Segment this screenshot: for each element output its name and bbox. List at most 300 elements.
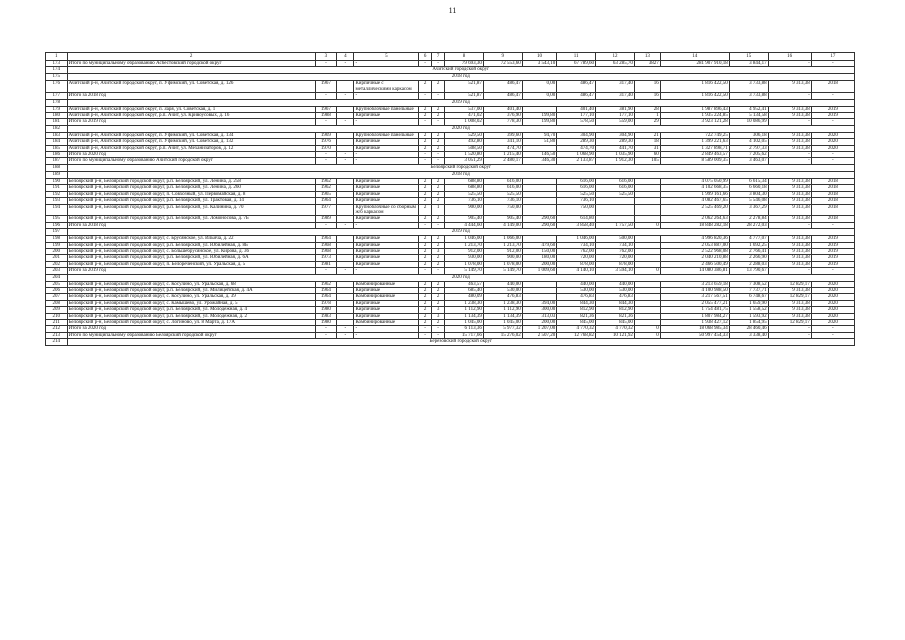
section-row — [46, 125, 855, 132]
table-cell: 2 — [432, 191, 445, 197]
table-cell: 2 — [419, 248, 432, 254]
table-cell: 6 615,34 — [729, 178, 768, 184]
table-cell: 9 313,38 — [768, 81, 811, 93]
row-number: 182 — [46, 125, 68, 132]
header-cell: 2 — [67, 53, 315, 61]
table-cell — [337, 204, 354, 216]
row-number: 179 — [46, 106, 68, 112]
table-cell: 1970 — [315, 145, 337, 151]
table-cell: 6 113,36 — [445, 326, 484, 332]
table-cell: - — [315, 119, 337, 125]
table-cell: 12 829,17 — [768, 281, 811, 287]
table-cell: 722 749,25 — [660, 132, 729, 138]
table-cell: - — [432, 93, 445, 99]
row-number: 177 — [46, 93, 68, 99]
table-cell: 720,00 — [596, 255, 635, 261]
table-cell: Кирпичные — [354, 178, 419, 184]
table-cell: 3827 — [634, 61, 660, 67]
table-cell: - — [768, 222, 811, 228]
table-cell: 376,90 — [483, 113, 522, 119]
address-cell: Белоярский р-н, Белоярский городской округ, р.п. Белоярский, ул. Ленина, д. 258 — [67, 178, 315, 184]
header-cell: 3 — [315, 53, 337, 61]
address-cell: Белоярский р-н, Белоярский городской округ, р.п. Белоярский, ул. Трактовая, д. 14 — [67, 198, 315, 204]
section-title: 2019 год — [67, 99, 854, 106]
section-row — [46, 99, 855, 106]
table-cell: 578,50 — [557, 119, 596, 125]
address-cell: Белоярский р-н, Белоярский городской округ, р.п. Белоярский, ул. Милицейская, д. 4А — [67, 287, 315, 293]
table-cell: 845,00 — [557, 320, 596, 326]
table-cell: 2020 — [811, 300, 854, 306]
table-cell: 2 — [432, 185, 445, 191]
table-cell: 300,00 — [522, 307, 557, 313]
table-cell: 3 923 121,28 — [660, 119, 729, 125]
register-table — [45, 52, 855, 346]
table-cell: 1962 — [315, 185, 337, 191]
table-cell: 2020 — [811, 139, 854, 145]
table-cell: 3 — [432, 248, 445, 254]
table-cell: 440,00 — [483, 281, 522, 287]
header-cell: 16 — [768, 53, 811, 61]
table-cell: 2 — [419, 113, 432, 119]
table-cell: 720,00 — [557, 255, 596, 261]
table-cell: 2 053 887,00 — [660, 242, 729, 248]
row-number: 204 — [46, 274, 68, 281]
table-cell: 9 313,38 — [768, 287, 811, 293]
address-cell: Белоярский р-н, Белоярский городской округ, п. Белореченский, ул. Уральская, д. 5 — [67, 261, 315, 267]
table-cell: 394,00 — [522, 300, 557, 306]
table-cell: 1 066,00 — [483, 236, 522, 242]
table-cell: 3 858,40 — [557, 222, 596, 228]
header-cell: 9 — [483, 53, 522, 61]
table-cell: 2019 — [811, 106, 854, 112]
table-cell: 399,60 — [483, 132, 522, 138]
table-cell: 1 046,00 — [557, 236, 596, 242]
table-cell: 6 660,18 — [729, 185, 768, 191]
table-cell: 401,40 — [557, 106, 596, 112]
table-cell: Кирпичные — [354, 255, 419, 261]
table-cell: - — [315, 332, 337, 338]
address-cell: Итого по муниципальному образованию Ачитский городской округ — [67, 158, 315, 164]
row-number: 175 — [46, 74, 68, 81]
table-cell: 844,30 — [596, 300, 635, 306]
table-cell: 3 844,17 — [729, 61, 768, 67]
table-cell: 441,70 — [596, 145, 635, 151]
table-cell: 4 952,41 — [729, 106, 768, 112]
table-cell: 1964 — [315, 294, 337, 300]
table-cell: 2020 — [811, 287, 854, 293]
table-cell: - — [811, 268, 854, 274]
row-number: 188 — [46, 164, 68, 171]
table-cell: 1964 — [315, 236, 337, 242]
table-cell: 13 790,67 — [729, 268, 768, 274]
table-cell: 304,90 — [596, 132, 635, 138]
section-row — [46, 171, 855, 178]
table-cell: Комбинированные — [354, 294, 419, 300]
address-cell: Ачитский р-н, Ачитский городской округ, п. Заря, ул. Советская, д. 1 — [67, 106, 315, 112]
table-cell: 28 — [634, 106, 660, 112]
table-cell: - — [337, 93, 354, 99]
table-cell: 9 313,38 — [768, 261, 811, 267]
table-cell: 3 594,10 — [596, 268, 635, 274]
table-cell: 812,90 — [596, 307, 635, 313]
address-cell: Итого за 2018 год — [67, 222, 315, 228]
table-cell: - — [768, 332, 811, 338]
table-cell: 1 558,52 — [729, 307, 768, 313]
table-cell: 317,40 — [596, 93, 635, 99]
table-cell: 306,18 — [729, 132, 768, 138]
row-number: 173 — [46, 61, 68, 67]
section-title: 2019 год — [67, 229, 854, 236]
table-cell: 9 313,38 — [768, 242, 811, 248]
table-cell: 9 313,38 — [768, 198, 811, 204]
table-cell: 9 313,38 — [768, 307, 811, 313]
table-cell: 750,00 — [557, 204, 596, 216]
table-cell: 480,09 — [445, 294, 484, 300]
table-cell: 2 849 463,57 — [660, 152, 729, 158]
table-cell: 2018 — [811, 81, 854, 93]
table-cell: 2 — [419, 191, 432, 197]
table-cell: 9 313,38 — [768, 255, 811, 261]
table-cell: 479,60 — [522, 242, 557, 248]
header-cell: 12 — [596, 53, 635, 61]
table-cell: 9 313,38 — [768, 300, 811, 306]
table-cell: - — [354, 93, 419, 99]
table-cell: 2020 — [811, 307, 854, 313]
table-cell: 762,00 — [557, 248, 596, 254]
table-cell: 2 — [419, 307, 432, 313]
table-cell: 7 308,52 — [729, 281, 768, 287]
row-number: 187 — [46, 158, 68, 164]
table-cell: - — [419, 93, 432, 99]
table-cell: 1 213,70 — [483, 242, 522, 248]
table-cell: - — [337, 158, 354, 164]
table-cell: 2 288,03 — [729, 261, 768, 267]
table-cell: 21 — [634, 132, 660, 138]
row-number: 194 — [46, 204, 68, 216]
table-cell: 29 — [634, 119, 660, 125]
table-cell: 1 399 221,63 — [660, 139, 729, 145]
table-cell: 1967 — [315, 106, 337, 112]
table-cell: 2 266,90 — [729, 255, 768, 261]
table-cell: - — [811, 326, 854, 332]
table-cell: 304,90 — [557, 132, 596, 138]
table-cell: 1983 — [315, 313, 337, 319]
table-cell: 289,30 — [557, 139, 596, 145]
table-cell: Кирпичные — [354, 287, 419, 293]
row-number: 181 — [46, 119, 68, 125]
table-cell: 60 — [634, 152, 660, 158]
table-cell: 94,70 — [522, 132, 557, 138]
table-cell: 2 — [432, 261, 445, 267]
table-cell: 150,00 — [522, 248, 557, 254]
table-cell: 1980 — [315, 307, 337, 313]
table-cell: 2019 — [811, 236, 854, 242]
address-cell: Белоярский р-н, Белоярский городской округ, р.п. Белоярский, ул. Калинина, д. 70 — [67, 204, 315, 216]
table-cell: 8 589 009,35 — [660, 158, 729, 164]
row-number: 200 — [46, 248, 68, 254]
table-cell: 1 — [432, 204, 445, 216]
table-cell: 2 — [419, 281, 432, 287]
table-cell: 844,30 — [557, 300, 596, 306]
table-cell: - — [768, 93, 811, 99]
table-cell: 1 938 427,12 — [660, 320, 729, 326]
table-cell: - — [432, 268, 445, 274]
table-cell: 1 035,90 — [596, 152, 635, 158]
row-number: 209 — [46, 307, 68, 313]
table-cell: - — [354, 332, 419, 338]
table-cell: 200,00 — [522, 261, 557, 267]
table-cell: 2 — [419, 287, 432, 293]
table-cell: - — [768, 268, 811, 274]
table-cell: 9 313,38 — [768, 113, 811, 119]
row-number: 197 — [46, 229, 68, 236]
table-cell: 4 102,05 — [729, 139, 768, 145]
table-cell: 2 — [432, 320, 445, 326]
row-number: 213 — [46, 332, 68, 338]
table-cell: 0 — [634, 332, 660, 338]
table-cell: - — [432, 158, 445, 164]
table-cell: 0 — [634, 326, 660, 332]
table-cell: 2018 — [811, 191, 854, 197]
table-cell: 1964 — [315, 287, 337, 293]
table-cell: 146,50 — [522, 152, 557, 158]
section-title: Белоярский городской округ — [67, 164, 854, 171]
table-cell: 912,00 — [445, 248, 484, 254]
table-cell: - — [315, 158, 337, 164]
table-cell: 476,83 — [557, 294, 596, 300]
row-number: 210 — [46, 313, 68, 319]
table-cell: 1968 — [315, 248, 337, 254]
table-cell: - — [432, 222, 445, 228]
table-cell: - — [768, 326, 811, 332]
table-cell: - — [432, 152, 445, 158]
table-cell: 2 480,17 — [483, 158, 522, 164]
section-row — [46, 339, 855, 346]
table-cell: 2 — [419, 198, 432, 204]
table-cell: - — [337, 61, 354, 67]
table-cell: 3 543,10 — [522, 61, 557, 67]
table-cell: 529,50 — [445, 132, 484, 138]
header-cell: 14 — [660, 53, 729, 61]
header-cell: 11 — [557, 53, 596, 61]
table-cell: - — [337, 152, 354, 158]
table-cell: 2 — [432, 113, 445, 119]
table-cell: 508,50 — [445, 145, 484, 151]
table-cell: 1 112,90 — [483, 307, 522, 313]
table-cell: - — [419, 61, 432, 67]
header-cell: 5 — [354, 53, 419, 61]
table-cell: Кирпичные с металлическими каркасом — [354, 81, 419, 93]
table-cell: 1 045,00 — [483, 320, 522, 326]
table-cell: 14 080 386,81 — [660, 268, 729, 274]
table-cell: - — [354, 119, 419, 125]
row-number: 185 — [46, 145, 68, 151]
table-cell: 616,00 — [483, 185, 522, 191]
address-cell: Белоярский р-н, Белоярский городской округ, с. Большебрусянское, ул. Кирова, д. 36 — [67, 248, 315, 254]
table-cell: - — [354, 61, 419, 67]
table-cell: 1989 — [315, 216, 337, 222]
table-cell: 9 313,38 — [768, 139, 811, 145]
table-cell: Кирпичные — [354, 248, 419, 254]
table-cell: 2020 — [811, 145, 854, 151]
section-title: 2020 год — [67, 125, 854, 132]
table-cell: 2 — [432, 81, 445, 93]
table-cell: Комбинированные — [354, 281, 419, 287]
table-cell: - — [811, 152, 854, 158]
table-cell: Кирпичные — [354, 139, 419, 145]
row-number: 174 — [46, 67, 68, 74]
table-cell: 1 754 481,75 — [660, 307, 729, 313]
table-cell: 2 — [432, 255, 445, 261]
table-cell: Кирпичные — [354, 236, 419, 242]
table-cell: 2 — [419, 139, 432, 145]
table-cell: 63 285,70 — [596, 61, 635, 67]
table-cell: 492,80 — [445, 139, 484, 145]
row-number: 189 — [46, 171, 68, 178]
section-title: 2020 год — [67, 274, 854, 281]
address-cell: Ачитский р-н, Ачитский городской округ, р.п. Ачит, ул. Механизаторов, д. 12 — [67, 145, 315, 151]
table-cell: 930,00 — [445, 255, 484, 261]
table-cell: 1 238,30 — [445, 300, 484, 306]
address-cell: Белоярский р-н, Белоярский городской округ, р.п. Белоярский, ул. Ломоносова, д. 7Б — [67, 216, 315, 222]
table-cell: 614,80 — [557, 216, 596, 222]
table-cell: 1 935 224,85 — [660, 113, 729, 119]
table-cell: 4 770,32 — [596, 326, 635, 332]
table-cell: 3 338,40 — [729, 332, 768, 338]
header-cell: 4 — [337, 53, 354, 61]
section-row — [46, 274, 855, 281]
table-cell: 486,47 — [557, 93, 596, 99]
table-cell: 2019 — [811, 113, 854, 119]
table-cell: 900,00 — [483, 255, 522, 261]
table-cell: 1 112,90 — [445, 307, 484, 313]
address-cell: Ачитский р-н, Ачитский городской округ, п. Уфимский, ул. Советская, д. 126 — [67, 81, 315, 93]
table-cell: 67 789,60 — [557, 61, 596, 67]
table-cell: 1980 — [315, 320, 337, 326]
table-cell: 4 082 467,65 — [660, 198, 729, 204]
table-cell: 9 313,38 — [768, 313, 811, 319]
table-cell: 6 748,67 — [729, 294, 768, 300]
table-cell: Кирпичные — [354, 191, 419, 197]
table-cell: 2 — [432, 145, 445, 151]
table-cell: 530,00 — [483, 287, 522, 293]
address-cell: Белоярский р-н, Белоярский городской округ, р.п. Белоярский, ул. Юбилейная, д. 6А — [67, 255, 315, 261]
table-row — [46, 204, 855, 216]
table-cell: 2018 — [811, 216, 854, 222]
table-cell: 3 213 659,18 — [660, 281, 729, 287]
table-cell: Крупноблочные панельные — [354, 106, 419, 112]
table-cell: 734,10 — [557, 242, 596, 248]
header-cell: 6 — [419, 53, 432, 61]
table-cell: 3 463,07 — [729, 158, 768, 164]
table-cell: 878,00 — [596, 261, 635, 267]
header-cell: 1 — [46, 53, 68, 61]
table-cell: 3 804,30 — [729, 191, 768, 197]
address-cell: Белоярский р-н, Белоярский городской округ, с. Логиново, ул. 8 Марта, д. 17А — [67, 320, 315, 326]
table-cell: - — [315, 326, 337, 332]
table-cell: 2020 — [811, 313, 854, 319]
table-cell: 616,00 — [596, 178, 635, 184]
table-cell: 1962 — [315, 178, 337, 184]
table-cell: 530,00 — [596, 287, 635, 293]
table-cell: 1965 — [315, 191, 337, 197]
table-cell: 0 — [634, 268, 660, 274]
table-cell: 0,00 — [522, 81, 557, 93]
table-cell: 9 313,38 — [768, 191, 811, 197]
table-cell: 2 — [419, 132, 432, 138]
table-cell: 28 460,46 — [729, 326, 768, 332]
table-cell: 1 327 898,71 — [660, 145, 729, 151]
table-cell: 521,87 — [445, 93, 484, 99]
table-cell: 486,47 — [557, 81, 596, 93]
table-cell: 616,00 — [596, 185, 635, 191]
table-cell: 2 — [432, 236, 445, 242]
address-cell: Белоярский р-н, Белоярский городской округ, р.п. Белоярский, ул. Молодежная, д. 4 — [67, 307, 315, 313]
table-cell: - — [419, 326, 432, 332]
table-cell: 471,02 — [445, 113, 484, 119]
table-cell: 2 766,41 — [729, 248, 768, 254]
row-number: 199 — [46, 242, 68, 248]
table-cell: 486,47 — [483, 81, 522, 93]
table-cell: Кирпичные — [354, 307, 419, 313]
table-cell: 9 313,38 — [768, 248, 811, 254]
table-cell: Крупноблочные со сборным ж/б каркасом — [354, 204, 419, 216]
table-cell: Кирпичные — [354, 216, 419, 222]
table-cell: - — [315, 268, 337, 274]
section-title: 2018 год — [67, 171, 854, 178]
table-cell: 12 829,17 — [768, 294, 811, 300]
table-cell: 1969 — [315, 132, 337, 138]
table-cell: 7 737,71 — [729, 287, 768, 293]
table-cell: 317,40 — [596, 81, 635, 93]
table-cell: 1 134,39 — [483, 313, 522, 319]
table-cell: Кирпичные — [354, 198, 419, 204]
table-cell: 2018 — [811, 185, 854, 191]
table-cell: 845,00 — [596, 320, 635, 326]
address-cell: Белоярский р-н, Белоярский городской округ, с. Камышево, ул. Урожайная, д. 5 — [67, 300, 315, 306]
table-cell: 685,40 — [445, 287, 484, 293]
table-cell: 1 078,00 — [483, 261, 522, 267]
table-cell: 4 102 668,35 — [660, 185, 729, 191]
table-cell: 2 — [432, 178, 445, 184]
table-cell: 2 522 968,08 — [660, 248, 729, 254]
row-number: 201 — [46, 255, 68, 261]
table-cell: 1 045,00 — [445, 320, 484, 326]
table-cell: 290,60 — [522, 222, 557, 228]
table-cell: 1 238,30 — [483, 300, 522, 306]
row-number: 191 — [46, 185, 68, 191]
table-cell: - — [315, 61, 337, 67]
row-number: 205 — [46, 281, 68, 287]
section-row — [46, 164, 855, 171]
header-cell: 7 — [432, 53, 445, 61]
table-cell: 4 770,32 — [557, 326, 596, 332]
table-cell: 2 — [432, 281, 445, 287]
table-row — [46, 81, 855, 93]
table-cell: 2 — [419, 106, 432, 112]
table-cell: 3 217 567,51 — [660, 294, 729, 300]
row-number: 214 — [46, 339, 68, 346]
table-cell: 2 797,33 — [729, 145, 768, 151]
table-cell: - — [354, 222, 419, 228]
table-cell: 9 313,38 — [768, 236, 811, 242]
table-cell: 1968 — [315, 242, 337, 248]
row-number: 212 — [46, 326, 68, 332]
table-cell: 750,00 — [483, 204, 522, 216]
table-cell: 2 — [419, 294, 432, 300]
table-cell: 4 996 820,36 — [660, 236, 729, 242]
table-cell: 2020 — [811, 320, 854, 326]
